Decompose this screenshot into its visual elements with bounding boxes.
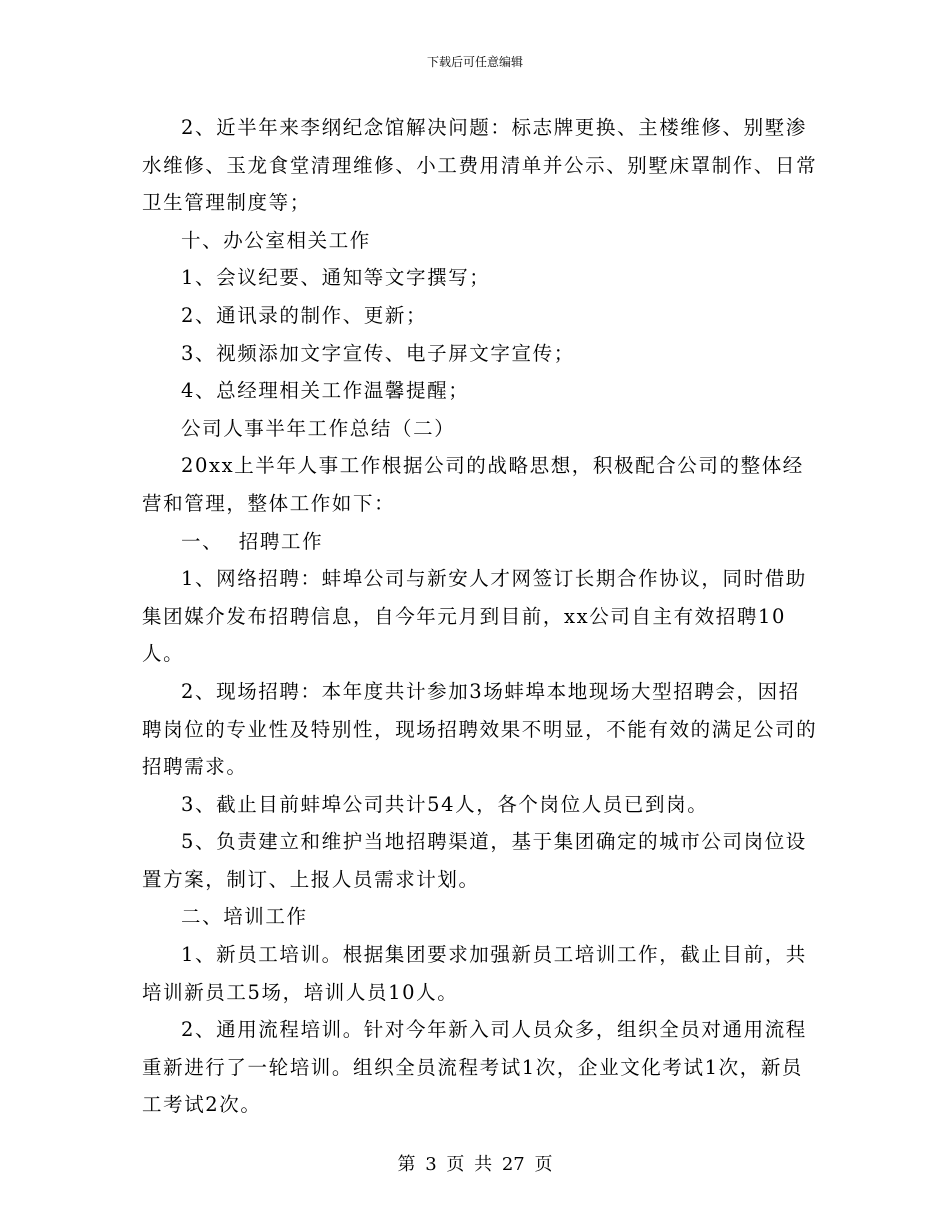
paragraph-online-recruitment: 1、网络招聘：蚌埠公司与新安人才网签订长期合作协议，同时借助集团媒介发布招聘信息，自今年元月到目前，xx公司自主有效招聘10人。 [142,567,807,666]
section-heading-office-work: 十、办公室相关工作 [181,228,371,252]
page-header: 下载后可任意编辑 [426,55,523,69]
document-subtitle: 公司人事半年工作总结（二） [181,416,456,440]
paragraph-staff-count: 3、截止目前蚌埠公司共计54人，各个岗位人员已到岗。 [181,792,709,816]
paragraph-gm-reminders: 4、总经理相关工作温馨提醒； [181,379,470,403]
paragraph-contact-list: 2、通讯录的制作、更新； [181,303,428,327]
paragraph-process-training: 2、通用流程培训。针对今年新入司人员众多，组织全员对通用流程重新进行了一轮培训。组织全员流程考试1次，企业文化考试1次，新员工考试2次。 [142,1018,807,1117]
paragraph-museum-issues: 2、近半年来李纲纪念馆解决问题：标志牌更换、主楼维修、别墅渗水维修、玉龙食堂清理维修、小工费用清单并公示、别墅床罩制作、日常卫生管理制度等； [142,116,818,215]
paragraph-recruitment-channels: 5、负责建立和维护当地招聘渠道，基于集团确定的城市公司岗位设置方案，制订、上报人员需求计划。 [142,830,807,891]
document-body [142,109,818,1124]
section-heading-training: 二、培训工作 [181,905,308,929]
paragraph-intro: 20xx上半年人事工作根据公司的战略思想，积极配合公司的整体经营和管理，整体工作如下： [142,454,804,515]
paragraph-onsite-recruitment: 2、现场招聘：本年度共计参加3场蚌埠本地现场大型招聘会，因招聘岗位的专业性及特别性，现场招聘效果不明显，不能有效的满足公司的招聘需求。 [142,679,818,779]
page-footer: 第 3 页 共 27 页 [397,1154,553,1175]
paragraph-meeting-minutes: 1、会议纪要、通知等文字撰写； [181,266,491,290]
paragraph-video-promotion: 3、视频添加文字宣传、电子屏文字宣传； [181,341,575,365]
section-heading-recruitment: 一、 招聘工作 [181,529,324,553]
paragraph-new-staff-training: 1、新员工培训。根据集团要求加强新员工培训工作，截止目前，共培训新员工5场，培训人员10人。 [142,943,807,1004]
